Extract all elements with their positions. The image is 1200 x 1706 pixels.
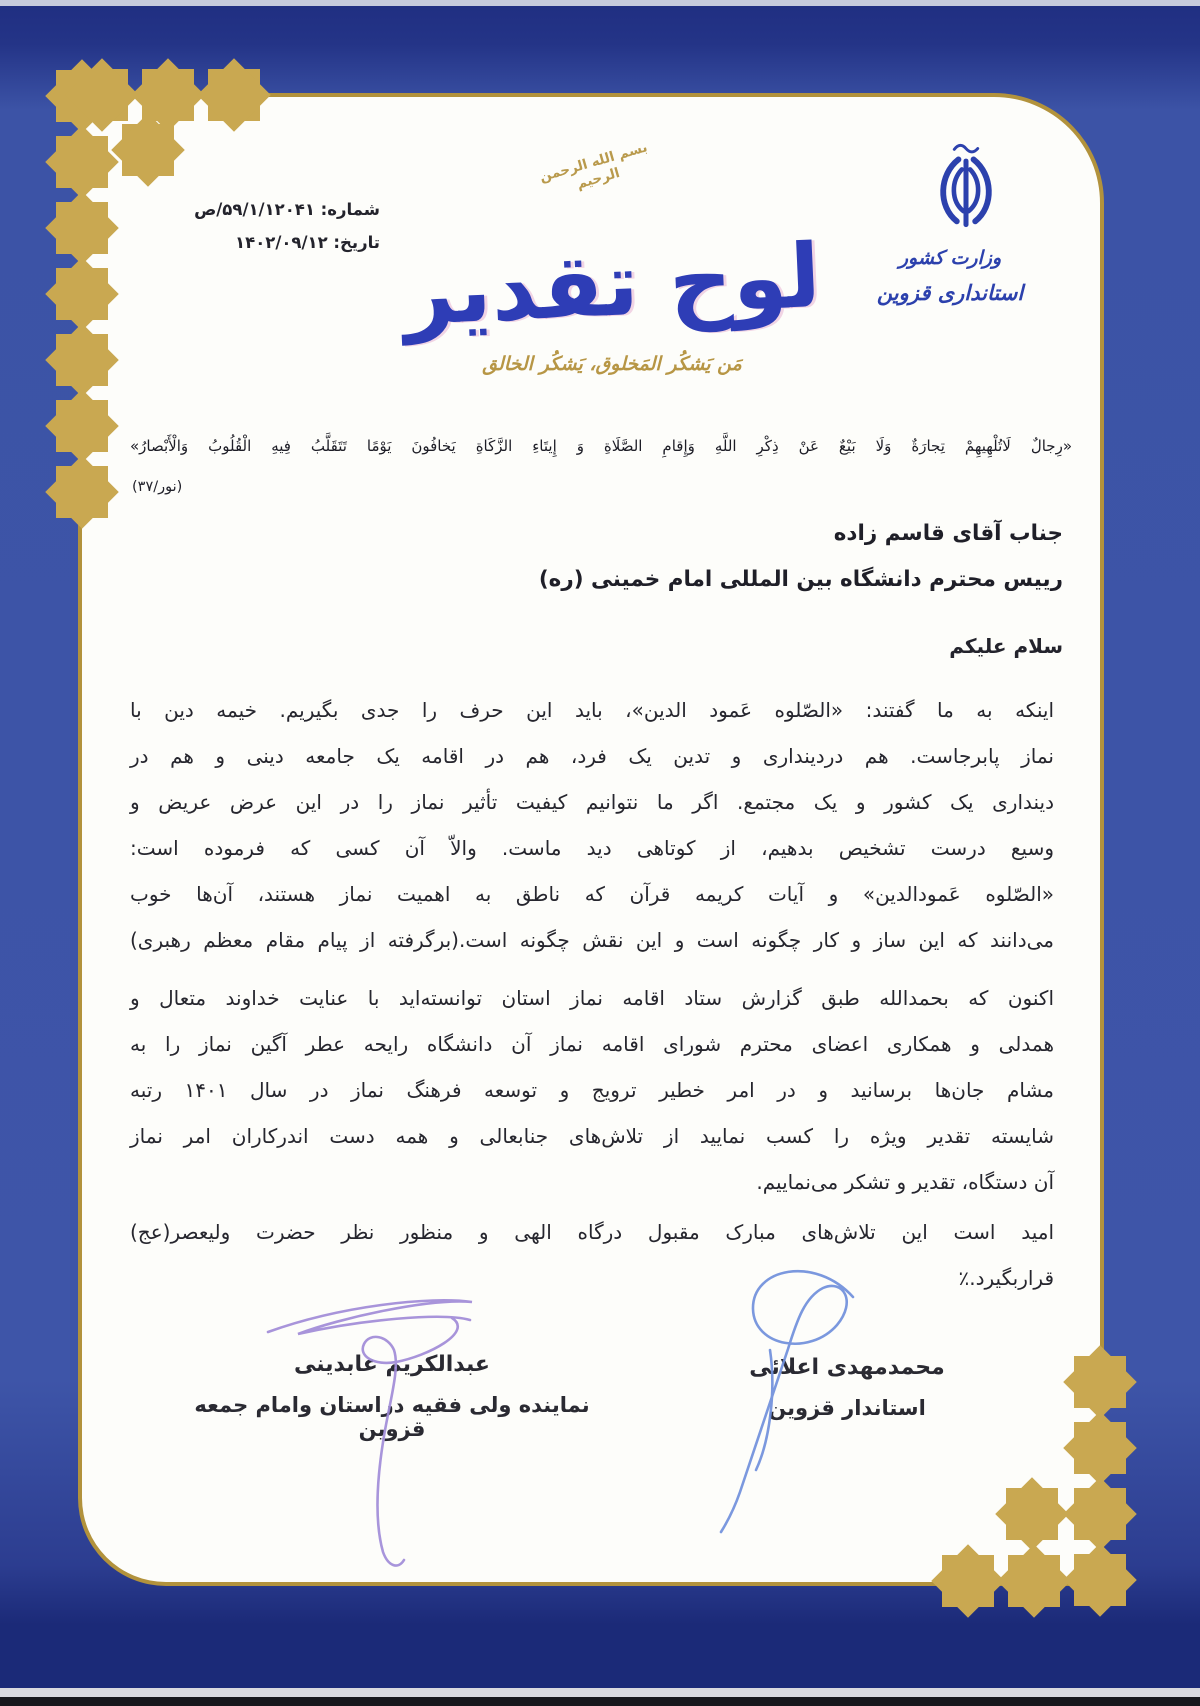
body-line: وسیع درست تشخیص بدهیم، از کوتاهی دید ماست. والاّ آن کسی که فرموده است: [130,836,1054,860]
motto-line: مَن یَشکُر المَخلوق، یَشکُر الخالق [482,353,742,375]
body-line: نماز پابرجاست. هم دردینداری و تدین یک فرد، هم در اقامه یک جامعه دینی و هم در [130,744,1054,768]
greeting: سلام علیکم [949,634,1063,658]
body-paragraph-1 [130,687,1054,963]
body-line: شایسته تقدیر ویژه را کسب نمایید از تلاش‌های جنابعالی و همه دست اندرکاران امر نماز [130,1124,1054,1148]
body-line: می‌دانند که این ساز و کار چگونه است و این نقش چگونه است.(برگرفته از پیام مقام معظم رهبری) [130,928,1054,952]
governorate-name: استانداری قزوین [876,281,1024,305]
quran-verse: «رِجالٌ لَاتُلْهِيهِمْ تِجارَةٌ وَلَا بَيْعٌ عَنْ ذِكْرِ اللَّهِ وَإِقامِ الصَّلَاةِ وَ إِيتَاءِ الزَّكَاةِ يَخافُونَ يَوْمًا تَتَقَلَّبُ فِيهِ الْقُلُوبُ وَالْأَبْصارُ» [130,437,1072,455]
certificate-title: لوح تقدیر [401,223,823,346]
body-paragraph-2 [130,975,1054,1205]
body-line: مشام جان‌ها برسانید و در امر خطیر ترویج و توسعه فرهنگ نماز در سال ۱۴۰۱ رتبه [130,1078,1054,1102]
body-line: اکنون که بحمدالله طبق گزارش ستاد اقامه نماز استان توانسته‌اید با عنایت خداوند متعال و [130,986,1054,1010]
body-paragraph-3 [130,1209,1054,1301]
representative-name: عبدالکریم عابدینی [294,1352,490,1377]
recipient-position: رییس محترم دانشگاه بین المللی امام خمینی (ره) [538,567,1063,592]
iran-emblem-icon [920,141,1012,233]
ministry-name: وزارت کشور [898,247,1002,269]
bismillah-roundel-icon: بسم الله الرحمن الرحیم [537,139,650,193]
governor-name: محمدمهدی اعلائی [749,1355,945,1380]
body-line: قراربگیرد.٪ [958,1266,1054,1290]
governor-title: استاندار قزوین [768,1396,926,1420]
reference-block [144,193,380,259]
reference-date: تاریخ: ۱۴۰۲/۰۹/۱۲ [235,233,380,252]
signature-block-governor [682,1355,1012,1420]
body-line: همدلی و همکاری اعضای محترم شورای اقامه نماز آن دانشگاه رایحه عطر آگین نماز را به [130,1032,1054,1056]
body-line: اینکه به ما گفتند: «الصّلوه عَمود الدین»، باید این حرف را جدی بگیریم. خیمه دین با [130,698,1054,722]
verse-citation: (نور/۳۷) [132,479,183,495]
representative-title: نماینده ولی فقیه دراستان وامام جمعه قزوین [194,1393,590,1441]
recipient-name: جناب آقای قاسم زاده [833,521,1063,546]
body-line: «الصّلوه عَمودالدین» و آیات کریمه قرآن که ناطق به اهمیت نماز هستند، آن‌ها خوب [130,882,1054,906]
body-line: دینداری یک کشور و یک مجتمع. اگر ما نتوانیم کیفیت تأثیر نماز را در این عرض عریض و [130,790,1054,814]
reference-number: شماره: ۵۹/۱/۱۲۰۴۱/ص [194,200,380,219]
body-line: آن دستگاه، تقدیر و تشکر می‌نماییم. [756,1170,1054,1194]
signature-block-representative [162,1352,622,1441]
body-line: امید است این تلاش‌های مبارک مقبول درگاه الهی و منظور نظر حضرت ولیعصر(عج) [130,1220,1054,1244]
certificate-sheet [78,93,1104,1586]
